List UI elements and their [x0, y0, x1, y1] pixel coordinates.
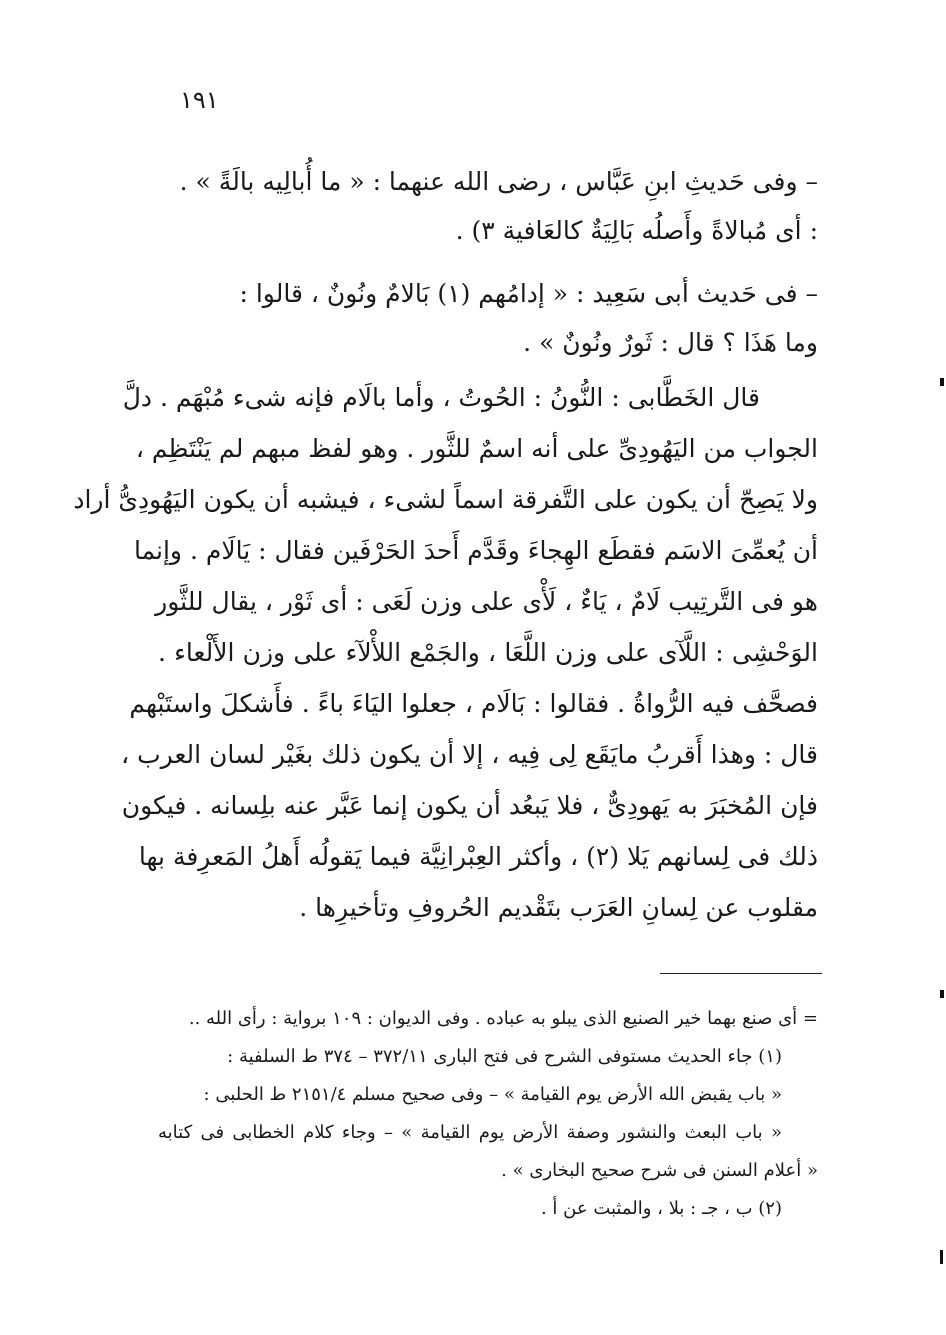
footnote-divider	[660, 973, 822, 974]
commentary-line: مقلوب عن لِسانِ العَرَب بتَقْديم الحُروفِ وتأخيرِها .	[299, 893, 818, 922]
hadith-line: : أى مُبالاةً وأَصلُه بَالِيَةٌ كالعَافية ٣) .	[455, 216, 818, 245]
footnote-line: (١) جاء الحديث مستوفى الشرح فى فتح البارى ٣٧٢/١١ – ٣٧٤ ط السلفية :	[227, 1046, 782, 1067]
commentary-line: أن يُعمِّىَ الاسَم فقطَع الهِجاءَ وقَدَّم أَحدَ الحَرْفَين فقال : يَالَام . وإنما	[133, 536, 818, 565]
scan-mark	[940, 1250, 943, 1264]
hadith-line: – وفى حَديثِ ابنِ عَبَّاس ، رضى الله عنهما : « ما أُبالِيه بالَةً » .	[179, 167, 818, 196]
page-number: ١٩١	[180, 86, 219, 114]
footnote-line: = أى صنع بهما خير الصنيع الذى يبلو به عباده . وفى الديوان : ١٠٩ برواية : رأى الله ..	[188, 1008, 818, 1029]
commentary-paragraph	[73, 372, 818, 933]
footnote-line: « باب البعث والنشور وصفة الأرض يوم القيامة » – وجاء كلام الخطابى فى كتابه	[158, 1122, 782, 1143]
hadith-line: وما هَذَا ؟ قال : ثَورٌ ونُونٌ » .	[523, 328, 818, 357]
scan-mark	[940, 378, 944, 386]
commentary-line: هو فى التَّرتِيب لَامٌ ، يَاءٌ ، لَأْى على وزن لَعَى : أى ثَوْر ، يقال للثَّور	[155, 587, 818, 616]
scan-mark	[940, 990, 944, 998]
hadith-entries	[180, 157, 818, 367]
commentary-line: الجواب من اليَهُودِىِّ على أنه اسمٌ للثَّور . وهو لفظ مبهم لم يَنْتَظِم ،	[135, 434, 818, 463]
commentary-line: فصحَّف فيه الرُّواةُ . فقالوا : بَالَام ، جعلوا اليَاءَ باءً . فأَشكلَ واستَبْهم	[129, 689, 818, 718]
commentary-line: الوَحْشِى : اللَّآى على وزن اللَّعَا ، والجَمْع اللأْلآء على وزن الأَلْعاء .	[158, 638, 818, 667]
hadith-line: – فى حَديث أبى سَعِيد : « إدامُهم (١) بَالامٌ ونُونٌ ، قالوا :	[239, 279, 818, 308]
footnote-line: « باب يقبض الله الأرض يوم القيامة » – وفى صحيح مسلم ٢١٥١/٤ ط الحلبى :	[203, 1084, 782, 1105]
commentary-line: ذلك فى لِسانهم يَلا (٢) ، وأكثر العِبْرانِيَّة فيما يَقولُه أَهلُ المَعرِفة بها	[138, 842, 818, 871]
commentary-line: ولا يَصِحّ أن يكون على التَّفرقة اسماً لشىء ، فيشبه أن يكون اليَهُودِىُّ أراد	[73, 485, 818, 514]
commentary-line: قال الخَطَّابى : النُّونُ : الحُوتُ ، وأما بالَام فإنه شىء مُبْهَم . دلَّ	[122, 383, 760, 412]
footnote-line: « أعلام السنن فى شرح صحيح البخارى » .	[501, 1160, 818, 1181]
footnotes	[158, 1000, 818, 1228]
commentary-line: فإن المُخبَرَ به يَهودِىٌّ ، فلا يَبعُد أن يكون إنما عَبَّر عنه بلِسانه . فيكون	[121, 791, 818, 820]
footnote-line: (٢) ب ، جـ : بلا ، والمثبت عن أ .	[540, 1198, 782, 1219]
commentary-line: قال : وهذا أَقربُ مايَقَع لِى فِيه ، إلا أن يكون ذلك بغَيْر لسان العرب ،	[121, 740, 818, 769]
